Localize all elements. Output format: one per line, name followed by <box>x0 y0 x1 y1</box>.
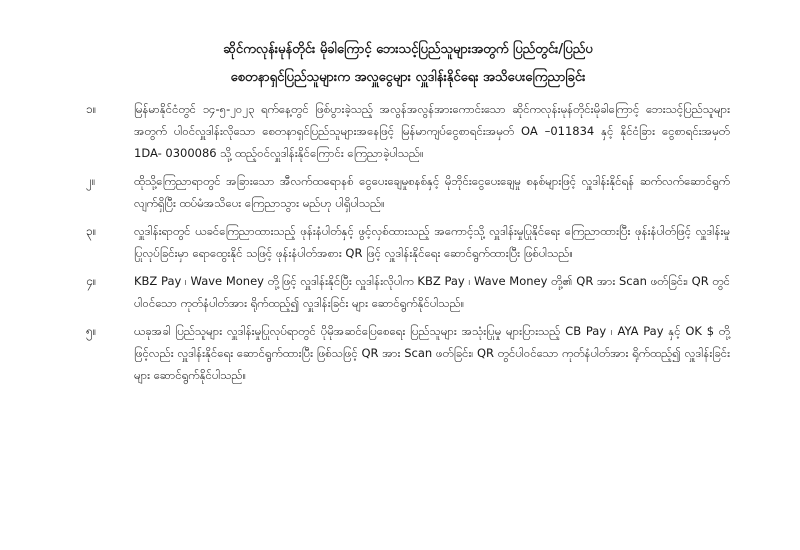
item-number: ၁။ <box>86 102 97 116</box>
list-item <box>86 270 730 314</box>
item-text: ယခုအခါ ပြည်သူများ လှူဒါန်းမှုပြုလုပ်ရာတွင် ပိုမိုအဆင်ပြေစေရေး ပြည်သူများ အသုံးပြုမှု များပြားသည့် CB Pay ၊ AYA Pay နှင့် OK $ တို့ဖြင့်လည်း လှူဒါန်းနိုင်ရေး ဆောင်ရွက်ထားပြီး ဖြစ်သဖြင့် QR အား Scan ဖတ်ခြင်း၊ QR တွင်ပါဝင်သော ကုတ်နံပါတ်အား ရိုက်ထည့်၍ လှူဒါန်းခြင်းများ ဆောင်ရွက်နိုင်ပါသည်။ <box>134 324 730 382</box>
title-line-2: စေတနာရှင်ပြည်သူများက အလှူငွေများ လှူဒါန်းနိုင်ရေး အသိပေးကြေညာခြင်း <box>230 70 586 85</box>
item-number: ၅။ <box>86 324 97 338</box>
item-text: KBZ Pay ၊ Wave Money တို့ဖြင့် လှူဒါန်းနိုင်ပြီး လှူဒါန်းလိုပါက KBZ Pay ၊ Wave Money တို့၏ QR အား Scan ဖတ်ခြင်း၊ QR တွင်ပါဝင်သော ကုတ်နံပါတ်အား ရိုက်ထည့်၍ လှူဒါန်းခြင်း များ ဆောင်ရွက်နိုင်ပါသည်။ <box>134 274 730 310</box>
item-text: ထိုသို့ကြေညာရာတွင် အခြားသော အီလက်ထရောနစ် ငွေပေးချေမှုစနစ်နှင့် မိုဘိုင်းငွေပေးချေမှု စနစ်များဖြင့် လှူဒါန်းနိုင်ရန် ဆက်လက်ဆောင်ရွက်လျက်ရှိပြီး ထပ်မံအသိပေး ကြေညာသွား မည်ဟု ပါရှိပါသည်။ <box>134 174 730 210</box>
list-item <box>86 220 730 264</box>
title-line-1: ဆိုင်ကလုန်းမုန်တိုင်း မိုခါကြောင့် ဘေးသင့်ပြည်သူများအတွက် ပြည်တွင်း/ပြည်ပ <box>223 42 593 57</box>
item-text: လှူဒါန်းရာတွင် ယခင်ကြေညာထားသည့် ဖုန်းနံပါတ်နှင့် ဖွင့်လှစ်ထားသည့် အကောင့်သို့ လှူဒါန်းမှုပြုနိုင်ရေး ကြေညာထားပြီး ဖုန်းနံပါတ်ဖြင့် လှူဒါန်းမှုပြုလုပ်ခြင်းမှာ ရောထွေးနိုင် သဖြင့် ဖုန်းနံပါတ်အစား QR ဖြင့် လှူဒါန်းနိုင်ရေး ဆောင်ရွက်ထားပြီး ဖြစ်ပါသည်။ <box>134 224 730 260</box>
item-number: ၂။ <box>86 174 96 188</box>
item-number: ၄။ <box>86 274 97 288</box>
announcement-list <box>86 98 730 386</box>
document-title <box>86 36 730 92</box>
list-item <box>86 98 730 164</box>
list-item <box>86 170 730 214</box>
list-item <box>86 320 730 386</box>
item-number: ၃။ <box>86 224 97 238</box>
item-text: မြန်မာနိုင်ငံတွင် ၁၄-၅-၂၀၂၃ ရက်နေ့တွင် ဖြစ်ပွားခဲ့သည့် အလွန်အလွန်အားကောင်းသော ဆိုင်ကလုန်းမုန်တိုင်းမိုခါကြောင့် ဘေးသင့်ပြည်သူများအတွက် ပါဝင်လှူဒါန်းလိုသော စေတနာရှင်ပြည်သူများအနေဖြင့် မြန်မာကျပ်ငွေစာရင်းအမှတ် OA –011834 နှင့် နိုင်ငံခြား ငွေစာရင်းအမှတ် 1DA- 0300086 သို့ ထည့်ဝင်လှူဒါန်းနိုင်ကြောင်း ကြေညာခဲ့ပါသည်။ <box>134 102 730 160</box>
